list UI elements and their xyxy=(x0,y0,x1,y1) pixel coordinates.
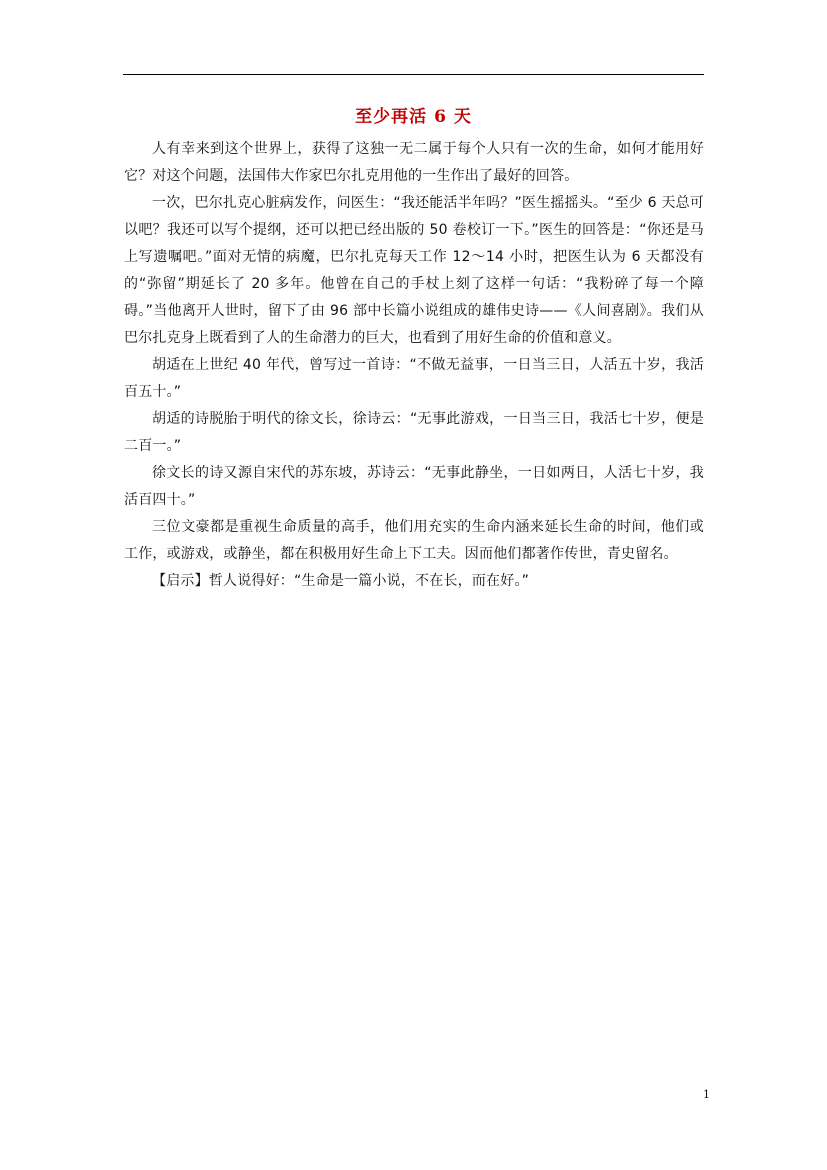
paragraph-su-dongpo: 徐文长的诗又源自宋代的苏东坡，苏诗云：“无事此静坐，一日如两日，人活七十岁，我活百四十。” xyxy=(124,465,704,508)
paragraph-insight: 【启示】哲人说得好：“生命是一篇小说，不在长，而在好。” xyxy=(152,573,530,589)
article-title: 至少再活 6 天 xyxy=(355,107,472,127)
paragraph-xu-wenchang: 胡适的诗脱胎于明代的徐文长，徐诗云：“无事此游戏，一日当三日，我活七十岁，便是二百一。” xyxy=(124,411,704,454)
header-rule xyxy=(123,74,704,75)
paragraph-intro: 人有幸来到这个世界上，获得了这独一无二属于每个人只有一次的生命，如何才能用好它？对这个问题，法国伟大作家巴尔扎克用他的一生作出了最好的回答。 xyxy=(124,141,704,184)
paragraph-balzac-story: 一次，巴尔扎克心脏病发作，问医生：“我还能活半年吗？”医生摇摇头。“至少 6 天总可以吧？我还可以写个提纲，还可以把已经出版的 50 卷校订一下。”医生的回答是：“你还是马上写遗嘱吧。”面对无情的病魔，巴尔扎克每天工作 12～14 小时，把医生认为 6 天都没有的“弥留”期延长了 20 多年。他曾在自己的手杖上刻了这样一句话：“我粉碎了每一个障碍。”当他离开人世时，留下了由 96 部中长篇小说组成的雄伟史诗——《人间喜剧》。我们从巴尔扎克身上既看到了人的生命潜力的巨大，也看到了用好生命的价值和意义。 xyxy=(124,195,704,346)
paragraph-hu-shi: 胡适在上世纪 40 年代，曾写过一首诗：“不做无益事，一日当三日，人活五十岁，我活百五十。” xyxy=(124,357,704,400)
paragraph-conclusion: 三位文豪都是重视生命质量的高手，他们用充实的生命内涵来延长生命的时间，他们或工作，或游戏，或静坐，都在积极用好生命上下工夫。因而他们都著作传世，青史留名。 xyxy=(124,519,704,562)
page-number: 1 xyxy=(703,1088,710,1101)
article-body xyxy=(124,136,704,595)
